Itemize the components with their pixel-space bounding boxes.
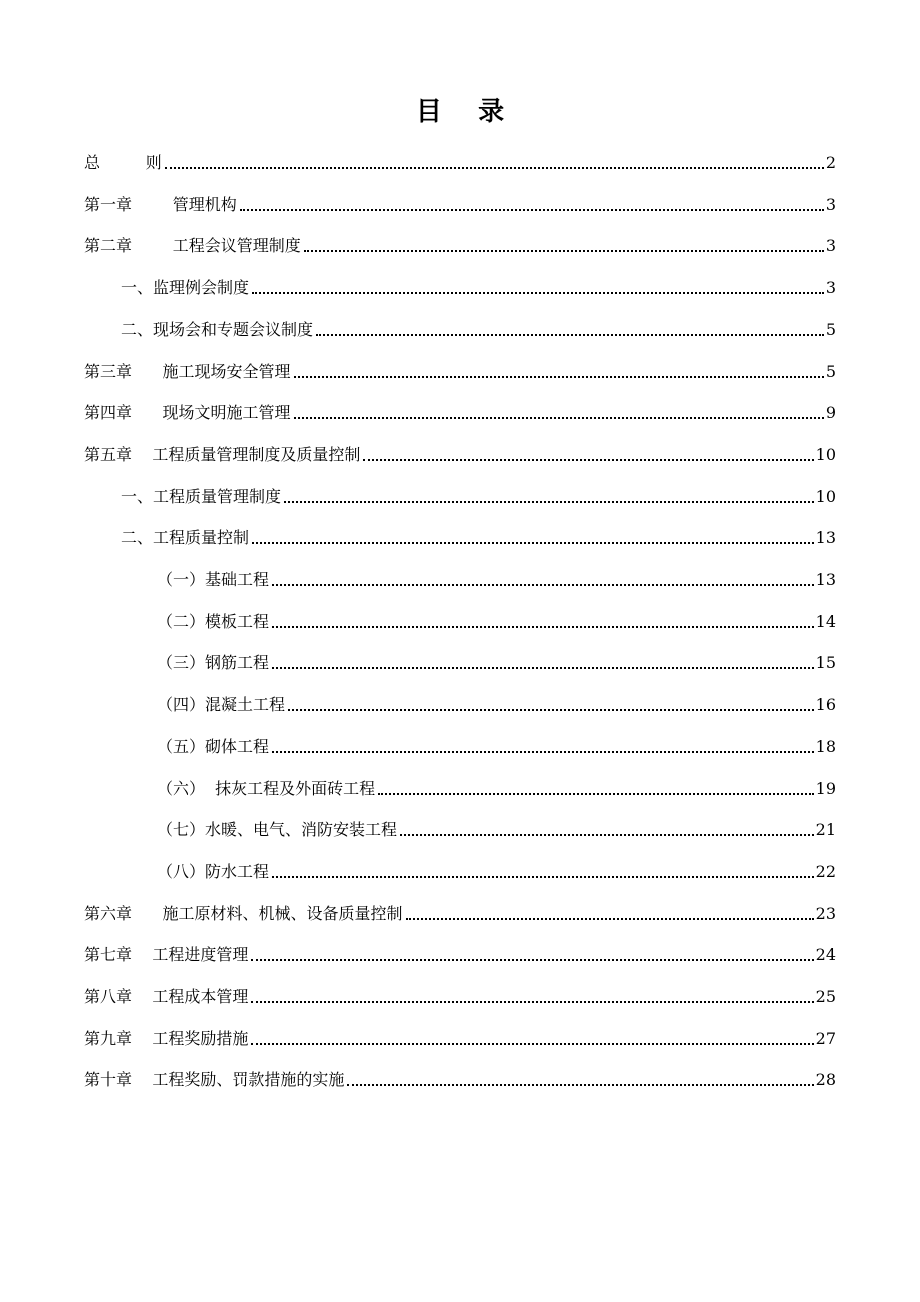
toc-entry-title: （一）基础工程 xyxy=(157,570,270,589)
toc-entry-title: 一、工程质量管理制度 xyxy=(121,487,282,506)
toc-entry-page-number: 9 xyxy=(825,403,836,422)
toc-entry-title: 一、监理例会制度 xyxy=(121,278,250,297)
toc-entry-title: 第二章 工程会议管理制度 xyxy=(84,236,301,255)
toc-dot-leader xyxy=(400,833,814,836)
toc-entry-page-number: 5 xyxy=(825,320,836,339)
toc-entry[interactable] xyxy=(84,895,836,925)
toc-dot-leader xyxy=(251,1042,813,1045)
toc-entry-page-number: 22 xyxy=(815,862,836,881)
toc-entry-title: （四）混凝土工程 xyxy=(157,695,286,714)
toc-dot-leader xyxy=(165,166,824,169)
toc-dot-leader xyxy=(406,917,814,920)
toc-entry[interactable] xyxy=(84,353,836,383)
toc-entry[interactable] xyxy=(157,644,836,674)
toc-entry-page-number: 19 xyxy=(815,779,836,798)
toc-dot-leader xyxy=(347,1083,813,1086)
toc-entry[interactable] xyxy=(84,227,836,257)
toc-entry[interactable] xyxy=(157,770,836,800)
toc-dot-leader xyxy=(252,291,824,294)
toc-entry-page-number: 3 xyxy=(825,236,836,255)
toc-entry-page-number: 24 xyxy=(815,945,836,964)
toc-entry-page-number: 21 xyxy=(815,820,836,839)
toc-dot-leader xyxy=(272,666,814,669)
toc-entry[interactable] xyxy=(157,603,836,633)
toc-entry[interactable] xyxy=(157,853,836,883)
toc-entry-page-number: 16 xyxy=(815,695,836,714)
toc-entry-page-number: 3 xyxy=(825,195,836,214)
toc-entry-title: 二、现场会和专题会议制度 xyxy=(121,320,314,339)
toc-entry[interactable] xyxy=(84,1020,836,1050)
toc-dot-leader xyxy=(272,583,814,586)
toc-entry[interactable] xyxy=(84,978,836,1008)
toc-entry-title: 第三章 施工现场安全管理 xyxy=(84,362,291,381)
toc-entry[interactable] xyxy=(84,936,836,966)
toc-entry[interactable] xyxy=(84,394,836,424)
toc-entry-page-number: 10 xyxy=(815,445,836,464)
toc-dot-leader xyxy=(272,750,814,753)
toc-dot-leader xyxy=(252,541,814,544)
toc-entry-title: 总 则 xyxy=(84,153,162,172)
toc-entry-page-number: 5 xyxy=(825,362,836,381)
toc-entry[interactable] xyxy=(84,1061,836,1091)
toc-entry[interactable] xyxy=(121,478,836,508)
toc-dot-leader xyxy=(272,625,814,628)
toc-dot-leader xyxy=(240,208,824,211)
toc-entry-page-number: 15 xyxy=(815,653,836,672)
toc-entry-page-number: 25 xyxy=(815,987,836,1006)
toc-entry-title: 第八章 工程成本管理 xyxy=(84,987,249,1006)
toc-dot-leader xyxy=(378,792,813,795)
toc-entry[interactable] xyxy=(84,186,836,216)
toc-entry-title: （三）钢筋工程 xyxy=(157,653,270,672)
toc-entry-title: （八）防水工程 xyxy=(157,862,270,881)
toc-entry-page-number: 23 xyxy=(815,904,836,923)
toc-dot-leader xyxy=(363,458,813,461)
toc-entry-title: 第四章 现场文明施工管理 xyxy=(84,403,291,422)
toc-entry-title: 第五章 工程质量管理制度及质量控制 xyxy=(84,445,361,464)
toc-dot-leader xyxy=(288,708,814,711)
toc-entry-page-number: 14 xyxy=(815,612,836,631)
document-title: 目 录 xyxy=(415,97,505,127)
toc-dot-leader xyxy=(284,500,814,503)
toc-entry-title: 第十章 工程奖励、罚款措施的实施 xyxy=(84,1070,345,1089)
toc-entry-page-number: 18 xyxy=(815,737,836,756)
toc-dot-leader xyxy=(294,375,824,378)
toc-entry[interactable] xyxy=(157,728,836,758)
toc-entry-page-number: 3 xyxy=(825,278,836,297)
toc-entry[interactable] xyxy=(157,561,836,591)
toc-entry-title: （七）水暖、电气、消防安装工程 xyxy=(157,820,398,839)
toc-dot-leader xyxy=(316,333,824,336)
toc-entry-page-number: 10 xyxy=(815,487,836,506)
toc-dot-leader xyxy=(251,958,813,961)
toc-entry[interactable] xyxy=(84,436,836,466)
toc-entry[interactable] xyxy=(157,686,836,716)
toc-entry-title: 第一章 管理机构 xyxy=(84,195,237,214)
toc-entry[interactable] xyxy=(157,811,836,841)
toc-dot-leader xyxy=(272,875,814,878)
toc-dot-leader xyxy=(251,1000,813,1003)
toc-entry-title: 二、工程质量控制 xyxy=(121,528,250,547)
toc-entry-page-number: 13 xyxy=(815,528,836,547)
toc-entry-title: （五）砌体工程 xyxy=(157,737,270,756)
toc-entry-title: 第七章 工程进度管理 xyxy=(84,945,249,964)
toc-entry-title: （二）模板工程 xyxy=(157,612,270,631)
toc-entry-page-number: 2 xyxy=(825,153,836,172)
toc-entry-title: 第六章 施工原材料、机械、设备质量控制 xyxy=(84,904,403,923)
toc-dot-leader xyxy=(304,249,824,252)
toc-entry[interactable] xyxy=(84,144,836,174)
toc-entry-title: 第九章 工程奖励措施 xyxy=(84,1029,249,1048)
toc-entry-page-number: 13 xyxy=(815,570,836,589)
toc-dot-leader xyxy=(294,416,824,419)
toc-entry-title: （六） 抹灰工程及外面砖工程 xyxy=(157,779,376,798)
toc-entry[interactable] xyxy=(121,269,836,299)
toc-entry[interactable] xyxy=(121,519,836,549)
toc-entry-page-number: 27 xyxy=(815,1029,836,1048)
toc-entry-page-number: 28 xyxy=(815,1070,836,1089)
toc-entry[interactable] xyxy=(121,311,836,341)
